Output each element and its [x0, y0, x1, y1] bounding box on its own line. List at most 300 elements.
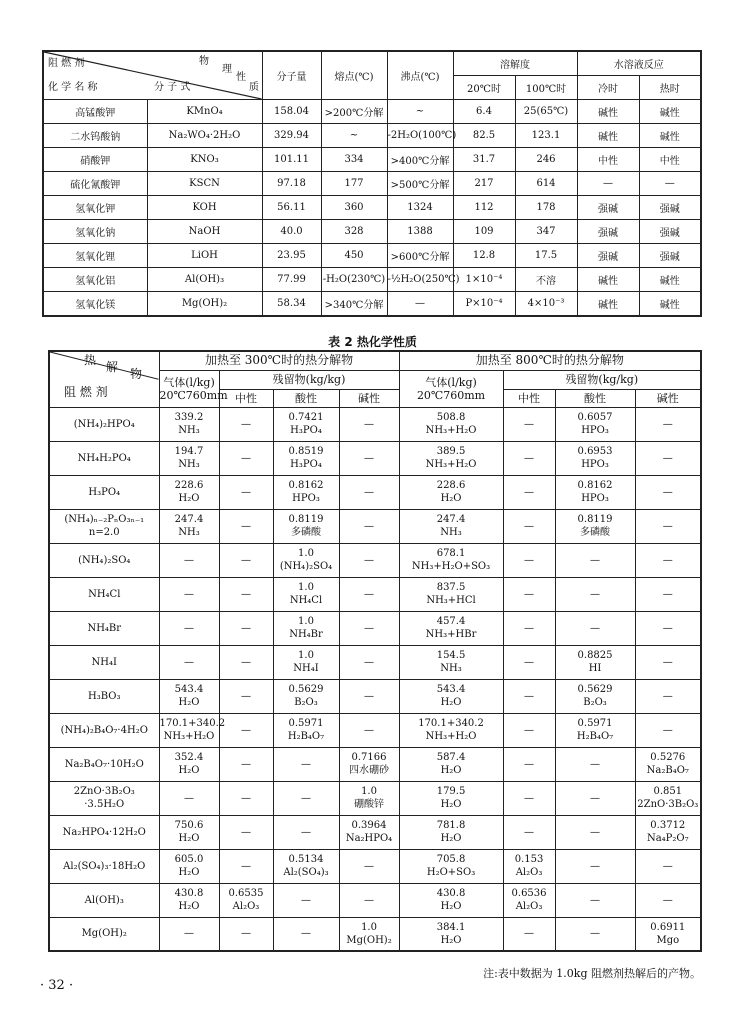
header-mol-weight: 分子量	[262, 51, 321, 100]
cell-agent	[49, 679, 159, 713]
header-800c: 加热至 800℃时的热分解物	[399, 351, 701, 370]
cell-a300-line: 0.8162	[288, 480, 324, 491]
cell-a800-line: —	[590, 554, 601, 566]
cell-a800-line: 0.6953	[577, 446, 613, 457]
cell-b800-line: Na₄P₂O₇	[646, 833, 689, 844]
cell-s100: 614	[515, 172, 577, 196]
cell-cold: —	[577, 172, 639, 196]
table-row	[43, 196, 701, 220]
table-row	[43, 100, 701, 124]
cell-b800-line: —	[662, 588, 673, 600]
header-solubility: 溶解度	[453, 51, 577, 76]
cell-g300	[159, 645, 219, 679]
cell-formula: Mg(OH)₂	[147, 292, 262, 317]
cell-a300	[273, 713, 339, 747]
cell-b800-line: —	[662, 554, 673, 566]
cell-a800-line: 0.5971	[577, 718, 613, 729]
cell-a800	[555, 645, 635, 679]
cell-a300-line: 0.8519	[288, 446, 324, 457]
cell-formula: Na₂WO₄·2H₂O	[147, 124, 262, 148]
cell-a800-line: 0.8162	[577, 480, 613, 491]
cell-a800-line: —	[590, 622, 601, 634]
cell-s100: 178	[515, 196, 577, 220]
cell-n300	[219, 781, 273, 815]
cell-a300-line: NH₄Cl	[289, 595, 323, 606]
cell-a800-line: HI	[588, 663, 602, 674]
cell-agent	[49, 441, 159, 475]
cell-n300-line: —	[241, 656, 251, 668]
cell-g300-line: 339.2	[174, 412, 204, 423]
cell-n300	[219, 475, 273, 509]
cell-n800-line: —	[524, 622, 535, 634]
cell-agent	[49, 747, 159, 781]
cell-b300-line: 1.0	[361, 921, 377, 933]
cell-n800	[503, 815, 555, 849]
cell-a300-line: 0.5629	[288, 684, 324, 695]
cell-g800-line: NH₃+H₂O+SO₃	[411, 561, 491, 572]
cell-b800-line: —	[662, 452, 673, 464]
cell-hot: —	[639, 172, 701, 196]
cell-n800-line: —	[524, 418, 535, 430]
cell-n300-line: 0.6535	[228, 888, 264, 899]
cell-bp: -2H₂O(100℃)	[387, 124, 453, 148]
cell-b300	[339, 781, 399, 815]
cell-a800	[555, 713, 635, 747]
cell-n300	[219, 849, 273, 883]
cell-a800-line: 0.8825	[577, 650, 613, 661]
cell-a300	[273, 543, 339, 577]
cell-mw: 40.0	[262, 220, 321, 244]
cell-n800-line: —	[524, 520, 535, 532]
cell-b300	[339, 747, 399, 781]
cell-g300	[159, 475, 219, 509]
cell-g800-line: H₂O	[440, 799, 462, 810]
cell-b800	[635, 781, 701, 815]
cell-b800	[635, 679, 701, 713]
cell-s20: 217	[453, 172, 515, 196]
cell-n800-line: —	[524, 554, 535, 566]
cell-g300	[159, 713, 226, 747]
table-row	[49, 849, 701, 883]
cell-b300-line: —	[364, 656, 375, 668]
cell-a800-line: B₂O₃	[583, 697, 607, 708]
cell-a300-line: 0.5134	[288, 854, 324, 865]
cell-a300-line: 1.0	[298, 650, 314, 661]
cell-n800	[503, 679, 555, 713]
header-acidic-300: 酸性	[273, 389, 339, 407]
cell-formula: LiOH	[147, 244, 262, 268]
cell-g300-line: 605.0	[174, 854, 204, 865]
cell-a300-line: 1.0	[298, 616, 314, 627]
agent-formula: NH₄H₂PO₄	[77, 452, 131, 464]
cell-n800-line: —	[524, 486, 535, 498]
cell-s100: 不溶	[515, 268, 577, 292]
cell-g800	[399, 883, 503, 917]
cell-n300	[219, 815, 273, 849]
cell-b800-line: 2ZnO·3B₂O₃	[637, 799, 699, 810]
table2-title: 表 2 热化学性质	[328, 335, 417, 349]
cell-agent	[49, 815, 159, 849]
cell-n300-line: —	[241, 622, 251, 634]
cell-b300-line: —	[364, 622, 375, 634]
cell-b300-line: —	[364, 724, 375, 736]
cell-agent	[49, 577, 159, 611]
thermochemical-properties-table	[48, 350, 702, 952]
page-number: · 32 ·	[40, 978, 74, 993]
cell-g800-line: H₂O+SO₃	[426, 867, 476, 878]
cell-g800	[399, 611, 503, 645]
cell-g300-line: NH₃	[178, 459, 200, 470]
agent-formula: 2ZnO·3B₂O₃	[73, 786, 135, 797]
cell-name: 硫化氰酸钾	[43, 172, 147, 196]
cell-a800	[555, 543, 635, 577]
cell-b800	[635, 577, 701, 611]
cell-b800	[635, 509, 701, 543]
cell-n300-line: —	[241, 758, 251, 770]
cell-a300-line: 0.8119	[288, 514, 324, 525]
header-cold: 冷时	[577, 76, 639, 100]
cell-b300-line: —	[364, 520, 375, 532]
cell-b300-line: Mg(OH)₂	[346, 934, 392, 946]
cell-n300-line: —	[241, 520, 251, 532]
table-row	[49, 577, 701, 611]
cell-hot: 碱性	[639, 268, 701, 292]
cell-b300	[339, 815, 399, 849]
corner-label-re: 热	[84, 353, 97, 367]
cell-n300	[219, 645, 273, 679]
table-row	[49, 543, 701, 577]
cell-g800-line: 587.4	[436, 752, 466, 763]
table-row	[43, 148, 701, 172]
cell-bp: >500℃分解	[387, 172, 453, 196]
table-row	[49, 509, 701, 543]
cell-formula: KNO₃	[147, 148, 262, 172]
cell-a800-line: 0.8119	[577, 514, 613, 525]
cell-g800	[399, 917, 503, 951]
cell-g300	[159, 917, 219, 951]
cell-a300-line: Al₂(SO₄)₃	[283, 867, 329, 878]
table-row	[49, 713, 701, 747]
table-row	[49, 781, 701, 815]
cell-mw: 77.99	[262, 268, 321, 292]
cell-hot: 强碱	[639, 196, 701, 220]
cell-g300	[159, 407, 219, 441]
cell-hot: 强碱	[639, 244, 701, 268]
cell-b300	[339, 407, 399, 441]
cell-b800	[635, 407, 701, 441]
cell-b800-line: 0.6911	[650, 921, 686, 933]
cell-s100: 4×10⁻³	[515, 292, 577, 317]
header-acidic-800: 酸性	[555, 389, 635, 407]
cell-b300-line: —	[364, 418, 375, 430]
cell-mw: 97.18	[262, 172, 321, 196]
cell-b800	[635, 543, 701, 577]
cell-g300-line: H₂O	[178, 765, 200, 776]
cell-a800	[555, 611, 635, 645]
agent-formula: (NH₄)₂HPO₄	[73, 418, 135, 430]
cell-b300-line: Na₂HPO₄	[345, 833, 393, 844]
cell-b800-line: —	[662, 520, 673, 532]
cell-b800	[635, 713, 701, 747]
cell-agent	[49, 543, 159, 577]
header-sol-20: 20℃时	[453, 76, 515, 100]
cell-b300-line: —	[364, 860, 375, 872]
agent-formula: Mg(OH)₂	[81, 928, 127, 940]
cell-g800-line: 678.1	[436, 548, 466, 559]
cell-bp: >400℃分解	[387, 148, 453, 172]
cell-n800-line: 0.6536	[511, 888, 547, 899]
cell-a300-line: NH₄I	[293, 663, 319, 674]
cell-b800-line: —	[662, 418, 673, 430]
cell-formula: KMnO₄	[147, 100, 262, 124]
cell-a800-line: —	[590, 758, 601, 770]
cell-g800-line: 179.5	[436, 786, 466, 797]
table-row	[49, 679, 701, 713]
agent-formula: NH₄Br	[87, 622, 122, 634]
cell-n800-line: 0.153	[514, 854, 544, 865]
cell-formula: Al(OH)₃	[147, 268, 262, 292]
cell-a300-line: —	[301, 894, 311, 906]
cell-a300-line: (NH₄)₂SO₄	[279, 561, 333, 572]
cell-mw: 56.11	[262, 196, 321, 220]
cell-b800	[635, 849, 701, 883]
cell-a300	[273, 509, 339, 543]
cell-b800	[635, 883, 701, 917]
cell-g300	[159, 611, 219, 645]
header-neutral-300: 中性	[219, 389, 273, 407]
cell-n300	[219, 883, 273, 917]
cell-g800	[399, 509, 503, 543]
cell-g300-line: H₂O	[178, 833, 200, 844]
cell-name: 氢氧化钾	[43, 196, 147, 220]
cell-a800	[555, 679, 635, 713]
table-row	[43, 292, 701, 317]
cell-a800	[555, 441, 635, 475]
cell-n800-line: —	[524, 452, 535, 464]
cell-n300-line: —	[241, 826, 251, 838]
cell-a800	[555, 577, 635, 611]
corner-label-jie: 解	[106, 360, 119, 374]
cell-mw: 101.11	[262, 148, 321, 172]
agent-formula: Na₂B₄O₇·10H₂O	[64, 758, 144, 770]
cell-n800-line: —	[524, 690, 535, 702]
cell-g300-line: H₂O	[178, 867, 200, 878]
corner-label-agent: 阻 燃 剂	[64, 385, 108, 399]
cell-g300	[159, 781, 219, 815]
table1-corner-header	[43, 51, 262, 100]
cell-b300-line: 0.3964	[351, 820, 387, 831]
header-gas-800: 气体(l/kg) 20℃760mm	[399, 370, 503, 407]
physical-properties-table	[42, 50, 702, 317]
cell-s20: 12.8	[453, 244, 515, 268]
cell-b800	[635, 815, 701, 849]
cell-s20: 82.5	[453, 124, 515, 148]
cell-a300	[273, 883, 339, 917]
agent-formula-line2: n=2.0	[88, 527, 120, 538]
cell-b300	[339, 713, 399, 747]
cell-b800-line: Na₂B₄O₇	[646, 765, 689, 776]
cell-n800	[503, 543, 555, 577]
cell-g300-line: —	[184, 656, 194, 668]
cell-a800	[555, 781, 635, 815]
cell-mp: 334	[321, 148, 387, 172]
cell-g300-line: NH₃	[178, 425, 200, 436]
cell-a800-line: —	[590, 928, 601, 940]
cell-a800-line: 0.5629	[577, 684, 613, 695]
cell-n800	[503, 781, 555, 815]
agent-formula: H₃PO₄	[88, 486, 121, 498]
cell-g300-line: NH₃+H₂O	[163, 731, 215, 742]
cell-n800-line: —	[524, 758, 535, 770]
cell-a300	[273, 407, 339, 441]
cell-g800	[399, 441, 503, 475]
cell-b800	[635, 645, 701, 679]
cell-b800-line: —	[662, 622, 673, 634]
cell-n300-line: —	[241, 486, 251, 498]
cell-s100: 17.5	[515, 244, 577, 268]
cell-formula: KSCN	[147, 172, 262, 196]
agent-formula: Al₂(SO₄)₃·18H₂O	[63, 860, 146, 872]
cell-g800-line: H₂O	[440, 934, 462, 946]
cell-a300	[273, 781, 339, 815]
cell-g300-line: 352.4	[174, 752, 204, 763]
cell-n300-line: —	[241, 418, 251, 430]
cell-s20: 112	[453, 196, 515, 220]
cell-formula: NaOH	[147, 220, 262, 244]
cell-b300	[339, 577, 399, 611]
cell-b800-line: 0.851	[653, 786, 683, 797]
cell-name: 氢氧化铝	[43, 268, 147, 292]
cell-g800-line: 543.4	[436, 684, 466, 695]
cell-n300	[219, 441, 273, 475]
cell-bp: —	[387, 292, 453, 317]
cell-g800-line: H₂O	[440, 493, 462, 504]
cell-mw: 158.04	[262, 100, 321, 124]
cell-g800-line: 508.8	[436, 412, 466, 423]
cell-n800	[503, 475, 555, 509]
cell-g800-line: NH₃+H₂O	[425, 459, 477, 470]
table-row	[49, 917, 701, 951]
header-residue-800: 残留物(kg/kg)	[503, 370, 701, 389]
cell-g800-line: NH₃+H₂O	[425, 731, 477, 742]
cell-agent	[49, 781, 159, 815]
cell-name: 氢氧化镁	[43, 292, 147, 317]
cell-a300	[273, 645, 339, 679]
cell-g300	[159, 849, 219, 883]
cell-n800-line: Al₂O₃	[515, 901, 543, 912]
cell-g300-line: —	[184, 622, 194, 634]
cell-mp: 450	[321, 244, 387, 268]
cell-a300	[273, 679, 339, 713]
cell-n800	[503, 441, 555, 475]
table-row	[43, 172, 701, 196]
cell-g300-line: 430.8	[174, 888, 204, 899]
cell-g300	[159, 577, 219, 611]
cell-g800	[399, 849, 503, 883]
cell-cold: 强碱	[577, 220, 639, 244]
cell-b300-line: 硼酸锌	[354, 799, 385, 810]
cell-g800	[399, 679, 503, 713]
cell-s20: P×10⁻⁴	[453, 292, 515, 317]
corner-label-chem-name: 化 学 名 称	[48, 82, 98, 93]
cell-a800	[555, 509, 635, 543]
corner-label-wu: 物	[199, 56, 209, 67]
cell-g800	[399, 747, 503, 781]
cell-bp: 1324	[387, 196, 453, 220]
cell-n800-line: —	[524, 724, 535, 736]
cell-g300-line: 194.7	[174, 446, 204, 457]
cell-b800-line: —	[662, 486, 673, 498]
cell-s20: 109	[453, 220, 515, 244]
cell-g800-line: H₂O	[440, 765, 462, 776]
cell-a800-line: 多磷酸	[580, 527, 611, 538]
cell-cold: 碱性	[577, 100, 639, 124]
cell-formula: KOH	[147, 196, 262, 220]
cell-n300	[219, 611, 273, 645]
header-neutral-800: 中性	[503, 389, 555, 407]
cell-mp: >200℃分解	[321, 100, 387, 124]
cell-g800	[399, 815, 503, 849]
cell-name: 二水钨酸钠	[43, 124, 147, 148]
cell-a300	[273, 441, 339, 475]
cell-b300	[339, 679, 399, 713]
cell-a300-line: 1.0	[298, 548, 314, 559]
cell-a300	[273, 475, 339, 509]
cell-s100: 347	[515, 220, 577, 244]
cell-g300	[159, 883, 219, 917]
cell-g800-line: 781.8	[436, 820, 466, 831]
cell-g300-line: —	[184, 588, 194, 600]
table-row	[43, 220, 701, 244]
cell-g300-line: —	[184, 792, 194, 804]
agent-formula: NH₄Cl	[88, 588, 121, 600]
header-hot: 热时	[639, 76, 701, 100]
cell-n300-line: —	[241, 554, 251, 566]
table-row	[49, 611, 701, 645]
cell-mp: 177	[321, 172, 387, 196]
cell-agent	[49, 849, 159, 883]
cell-bp: 1388	[387, 220, 453, 244]
cell-g300-line: 750.6	[174, 820, 204, 831]
cell-a300-line: H₂B₄O₇	[287, 731, 325, 742]
cell-a800	[555, 407, 635, 441]
cell-mw: 58.34	[262, 292, 321, 317]
cell-g300-line: H₂O	[178, 901, 200, 912]
cell-a800-line: —	[590, 588, 601, 600]
cell-b300	[339, 917, 399, 951]
cell-b300-line: —	[364, 486, 375, 498]
cell-n300	[219, 917, 273, 951]
table-row	[49, 815, 701, 849]
cell-g800	[399, 645, 503, 679]
cell-a800-line: H₂B₄O₇	[576, 731, 614, 742]
cell-a300	[273, 577, 339, 611]
corner-label-agent: 阻 燃 剂	[48, 58, 85, 69]
cell-b300	[339, 543, 399, 577]
cell-a800	[555, 917, 635, 951]
cell-g800-line: NH₃	[440, 527, 462, 538]
cell-g300	[159, 815, 219, 849]
cell-b300	[339, 849, 399, 883]
cell-bp: ~	[387, 100, 453, 124]
table-row	[49, 407, 701, 441]
cell-b800	[635, 441, 701, 475]
cell-n300-line: —	[241, 452, 251, 464]
cell-g300	[159, 679, 219, 713]
cell-b300	[339, 475, 399, 509]
cell-mp: -H₂O(230℃)	[321, 268, 387, 292]
cell-n800-line: Al₂O₃	[515, 867, 543, 878]
